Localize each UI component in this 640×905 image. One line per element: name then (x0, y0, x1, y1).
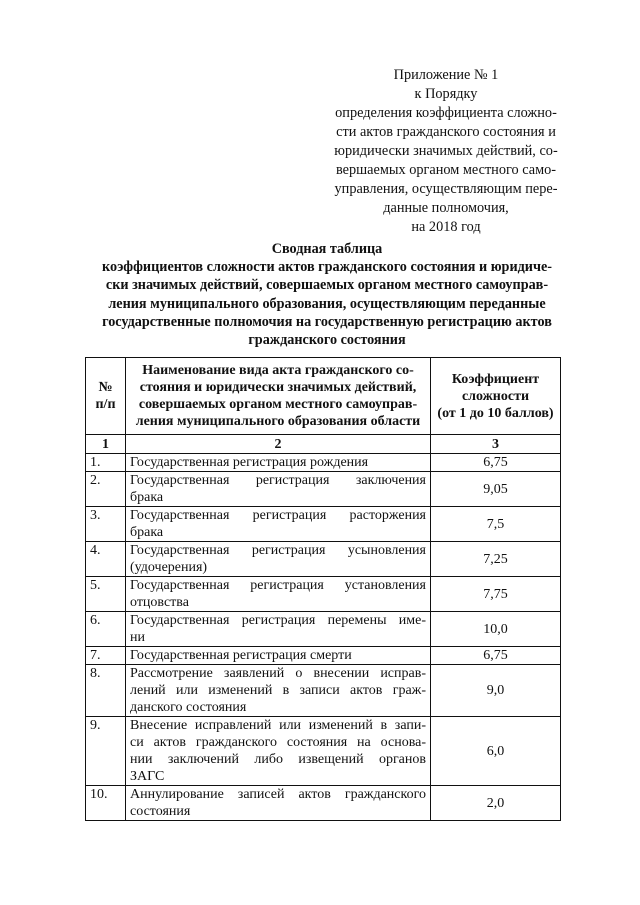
row-number: 8. (86, 665, 126, 717)
title-line: коэффициентов сложности актов гражданского состояния и юридиче- (101, 259, 552, 276)
table-row (86, 454, 561, 472)
row-coefficient: 10,0 (431, 612, 561, 647)
row-name (126, 717, 431, 786)
row-name (126, 647, 431, 665)
row-number: 3. (86, 507, 126, 542)
row-name-line: Государственная регистрация установления (130, 578, 426, 593)
title-line: государственные полномочия на государственную регистрацию актов (102, 313, 552, 330)
table-row (86, 472, 561, 507)
row-number: 9. (86, 717, 126, 786)
row-name (126, 786, 431, 821)
row-name-line: си актов гражданского состояния на основа- (130, 735, 426, 750)
row-name (126, 665, 431, 717)
table-row (86, 717, 561, 786)
row-name-line: Государственная регистрация смерти (130, 648, 352, 663)
row-name-line: Государственная регистрация расторжения (130, 508, 426, 523)
header-number: № п/п (86, 358, 126, 435)
table-row (86, 665, 561, 717)
row-name-line: Аннулирование записей актов гражданского (130, 787, 426, 802)
appendix-block (330, 66, 562, 237)
table-row (86, 612, 561, 647)
row-number: 1. (86, 454, 126, 472)
column-numbering-row (86, 435, 561, 454)
appendix-line: управления, осуществляющим пере- (334, 181, 558, 197)
appendix-line: Приложение № 1 (393, 67, 499, 83)
coefficients-table (85, 357, 561, 821)
row-coefficient: 6,75 (431, 647, 561, 665)
title-line: гражданского состояния (248, 332, 406, 349)
row-name (126, 612, 431, 647)
appendix-line: к Порядку (414, 86, 478, 102)
table-row (86, 577, 561, 612)
table-row (86, 507, 561, 542)
title-heading: Сводная таблица (271, 241, 383, 257)
row-name-line: Государственная регистрация усыновления (130, 543, 426, 558)
column-number: 3 (431, 435, 561, 454)
appendix-line: на 2018 год (411, 219, 481, 235)
row-coefficient: 9,05 (431, 472, 561, 507)
row-number: 5. (86, 577, 126, 612)
row-name-line: Государственная регистрация заключения (130, 473, 426, 488)
appendix-line: вершаемых органом местного само- (335, 162, 557, 178)
column-number: 2 (126, 435, 431, 454)
row-name-line: состояния (130, 804, 191, 819)
row-name-line: данского состояния (130, 700, 247, 715)
row-name-line: Рассмотрение заявлений о внесении исправ- (130, 666, 426, 681)
column-number: 1 (86, 435, 126, 454)
row-name-line: (удочерения) (130, 560, 208, 575)
row-name-line: брака (130, 525, 164, 540)
row-coefficient: 7,25 (431, 542, 561, 577)
appendix-line: данные полномочия, (383, 200, 509, 216)
row-number: 10. (86, 786, 126, 821)
row-name (126, 472, 431, 507)
appendix-line: определения коэффициента сложно- (335, 105, 557, 121)
row-coefficient: 7,75 (431, 577, 561, 612)
header-coefficient: Коэффициент сложности (от 1 до 10 баллов) (431, 358, 561, 435)
row-coefficient: 9,0 (431, 665, 561, 717)
row-name-line: Внесение исправлений или изменений в запи- (130, 718, 426, 733)
row-name-line: нии заключений либо извещений органов (130, 752, 426, 767)
row-coefficient: 7,5 (431, 507, 561, 542)
row-name-line: Государственная регистрация перемены име- (130, 613, 426, 628)
row-name-line: ни (130, 630, 145, 645)
document-title (82, 240, 572, 349)
table-row (86, 786, 561, 821)
row-coefficient: 6,0 (431, 717, 561, 786)
row-coefficient: 2,0 (431, 786, 561, 821)
table-row (86, 542, 561, 577)
row-name (126, 454, 431, 472)
row-name (126, 542, 431, 577)
title-line: ски значимых действий, совершаемых органом местного самоуправ- (105, 277, 549, 294)
row-number: 4. (86, 542, 126, 577)
appendix-line: сти актов гражданского состояния и (336, 124, 556, 140)
row-name (126, 577, 431, 612)
row-number: 2. (86, 472, 126, 507)
header-name: Наименование вида акта гражданского со- стояния и юридически значимых действий, совершаемых органом местного самоупрaв- ления муниципального образования области (126, 358, 431, 435)
row-coefficient: 6,75 (431, 454, 561, 472)
row-name (126, 507, 431, 542)
table-row (86, 647, 561, 665)
row-number: 6. (86, 612, 126, 647)
row-name-line: отцовства (130, 595, 189, 610)
row-name-line: брака (130, 490, 164, 505)
table-header-row (86, 358, 561, 435)
row-name-line: лений или изменений в записи актов граж- (130, 683, 426, 698)
row-name-line: ЗАГС (130, 769, 165, 784)
title-line: ления муниципального образования, осуществляющим переданные (108, 295, 546, 312)
row-number: 7. (86, 647, 126, 665)
row-name-line: Государственная регистрация рождения (130, 455, 369, 470)
appendix-line: юридически значимых действий, со- (334, 143, 558, 159)
